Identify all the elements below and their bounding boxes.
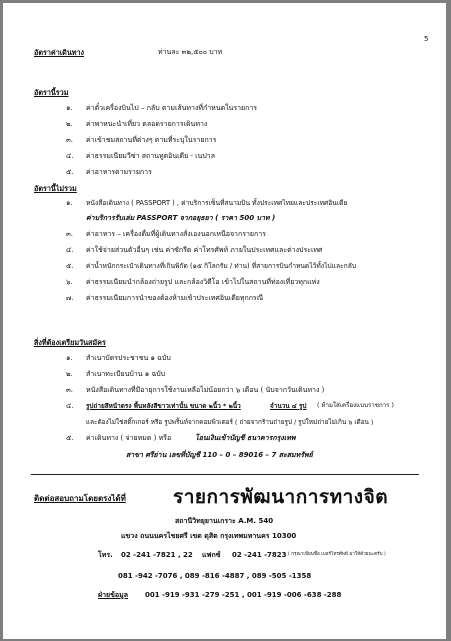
document-item-text: หนังสือเดินทางที่มีอายุการใช้งานเหลือไม่น้อยกว่า ๖ เดือน ( นับจากวันเดินทาง ) (86, 386, 325, 394)
excluded-item-text: ค่าใช้จ่ายส่วนตัวอื่นๆ เช่น ค่าซักรีด ค่าโทรศัพท์ ภายในประเทศและต่างประเทศ (86, 246, 323, 254)
document-item-num: ๒. (66, 370, 73, 378)
included-title: อัตรานี้รวม (34, 88, 69, 97)
info-phone-numbers: 001 -919 -931 -279 -251 , 001 -919 -006 -638 -288 (145, 591, 342, 599)
included-item-num: ๔. (66, 152, 74, 160)
info-label: ฝ่ายข้อมูล (98, 591, 129, 599)
excluded-item-text: ค่าธรรมเนียมการนำของต้องห้ามเข้าประเทศอินเดียทุกกรณี (86, 294, 264, 302)
document-item-num: ๑. (66, 354, 73, 362)
fax-number: 02 -241 -7823 (232, 551, 287, 559)
excluded-item-text: ค่าธรรมเนียมนำกล้องถ่ายรูป และกล้องวิดีโอ เข้าไปในสถานที่ท่องเที่ยวทุกแห่ง (86, 278, 320, 286)
payment-text: ค่าเดินทาง ( จ่ายหมด ) หรือ (86, 434, 172, 442)
excluded-title: อัตรานี้ไม่รวม (34, 184, 77, 193)
excluded-item-num: ๖. (66, 278, 73, 286)
page-number: 5 (424, 35, 429, 43)
excluded-item-num: ๕. (66, 262, 74, 270)
included-item-text: ค่าธรรมเนียมวีซ่า สถานทูตอินเดีย - เนปาล (86, 152, 215, 160)
fax-label: แฟกซ์ (202, 551, 221, 559)
contact-label: ติดต่อสอบถามโดยตรงได้ที่ (34, 494, 126, 503)
photo-item-num: ๔. (66, 402, 74, 410)
photo-quantity: จำนวน ๔ รูป (270, 402, 307, 410)
payment-item-num: ๕. (66, 434, 74, 442)
document-page (3, 3, 446, 639)
station-address: แขวง ถนนนครไชยศรี เขต ดุสิต กรุงเทพมหานคร 10300 (121, 532, 297, 540)
photo-uniform-note: ( ห้ามใส่เครื่องแบบราชการ ) (317, 402, 394, 409)
excluded-item-num: ๓. (66, 230, 74, 238)
included-item-num: ๓. (66, 136, 74, 144)
fax-note: ( กรุณาเขียนชื่อ เบอร์โทรศัพท์ มาให้ด้วยนะครับ ) (288, 552, 386, 557)
excluded-item-text: ค่าน้ำหนักกระเป๋าเดินทางที่เกินพิกัด (๑๕ กิโลกรัม / ท่าน) ที่สายการบินกำหนดไว้ทั้งไปและกลับ (86, 262, 357, 270)
mobile-numbers: 081 -942 -7076 , 089 -816 -4887 , 089 -505 -1358 (118, 572, 312, 580)
passport-service-note: ค่าบริการรับเล่ม PASSPORT จากอยุธยา ( ราคา 500 บาท ) (86, 214, 276, 222)
photo-requirement: รูปถ่ายสีหน้าตรง พื้นหลังสีขาวเท่านั้น ขนาด ๒นิ้ว * ๒นิ้ว (86, 402, 241, 410)
excluded-item-text: ค่าอาหาร – เครื่องดื่มที่ผู้เดินทางสั่งเองนอกเหนือจากรายการ (86, 230, 266, 238)
fare-value: ท่านละ ๓๒,๕๐๐ บาท (158, 48, 223, 56)
included-item-num: ๑. (66, 104, 73, 112)
tel-label: โทร. (98, 551, 113, 559)
radio-station: สถานีวิทยุยานเกราะ A.M. 540 (175, 517, 274, 525)
included-item-num: ๕. (66, 168, 74, 176)
documents-title: สิ่งที่ต้องเตรียมวันสมัคร (34, 338, 106, 347)
excluded-item-text: หนังสือเดินทาง ( PASSPORT ) , ค่าบริการเซ็นที่สนามบิน ทั้งประเทศไทยและประเทศอินเดีย (86, 199, 348, 207)
included-item-text: ค่าเข้าชมสถานที่ต่างๆ ตามที่ระบุในรายการ (86, 136, 217, 144)
excluded-item-num: ๔. (66, 246, 74, 254)
bank-transfer-label: โอนเงินเข้าบัญชี ธนาคารกรุงเทพ (195, 434, 296, 442)
bank-account-line: สาขา ศรีย่าน เลขที่บัญชี 110 – 0 – 89016 – 7 สะสมทรัพย์ (126, 451, 313, 459)
included-item-text: ค่าอาหารตามรายการ (86, 168, 152, 176)
document-item-text: สำเนาบัตรประชาชน ๑ ฉบับ (86, 354, 171, 362)
photo-continuation: และต้องไม่ใช่สติ๊กเกอร์ หรือ รูปพริ้นท์จากคอมพิวเตอร์ ( ถ่ายจากร้านถ่ายรูป / รูปใหม่ถ่ายไม่เกิน ๖ เดือน ) (86, 418, 374, 426)
included-item-text: ค่าพาหนะนำเที่ยว ตลอดรายการเดินทาง (86, 120, 208, 128)
fare-label: อัตราค่าเดินทาง (34, 48, 85, 57)
program-title: รายการพัฒนาการทางจิต (173, 486, 389, 508)
section-divider (31, 474, 419, 475)
document-item-text: สำเนาทะเบียนบ้าน ๑ ฉบับ (86, 370, 166, 378)
excluded-item-num: ๗. (66, 294, 74, 302)
tel-numbers: 02 -241 -7821 , 22 (121, 551, 193, 559)
document-item-num: ๓. (66, 386, 74, 394)
included-item-text: ค่าตั๋วเครื่องบินไป – กลับ ตามเส้นทางที่กำหนดในรายการ (86, 104, 258, 112)
excluded-item-num: ๑. (66, 199, 73, 207)
included-item-num: ๒. (66, 120, 73, 128)
